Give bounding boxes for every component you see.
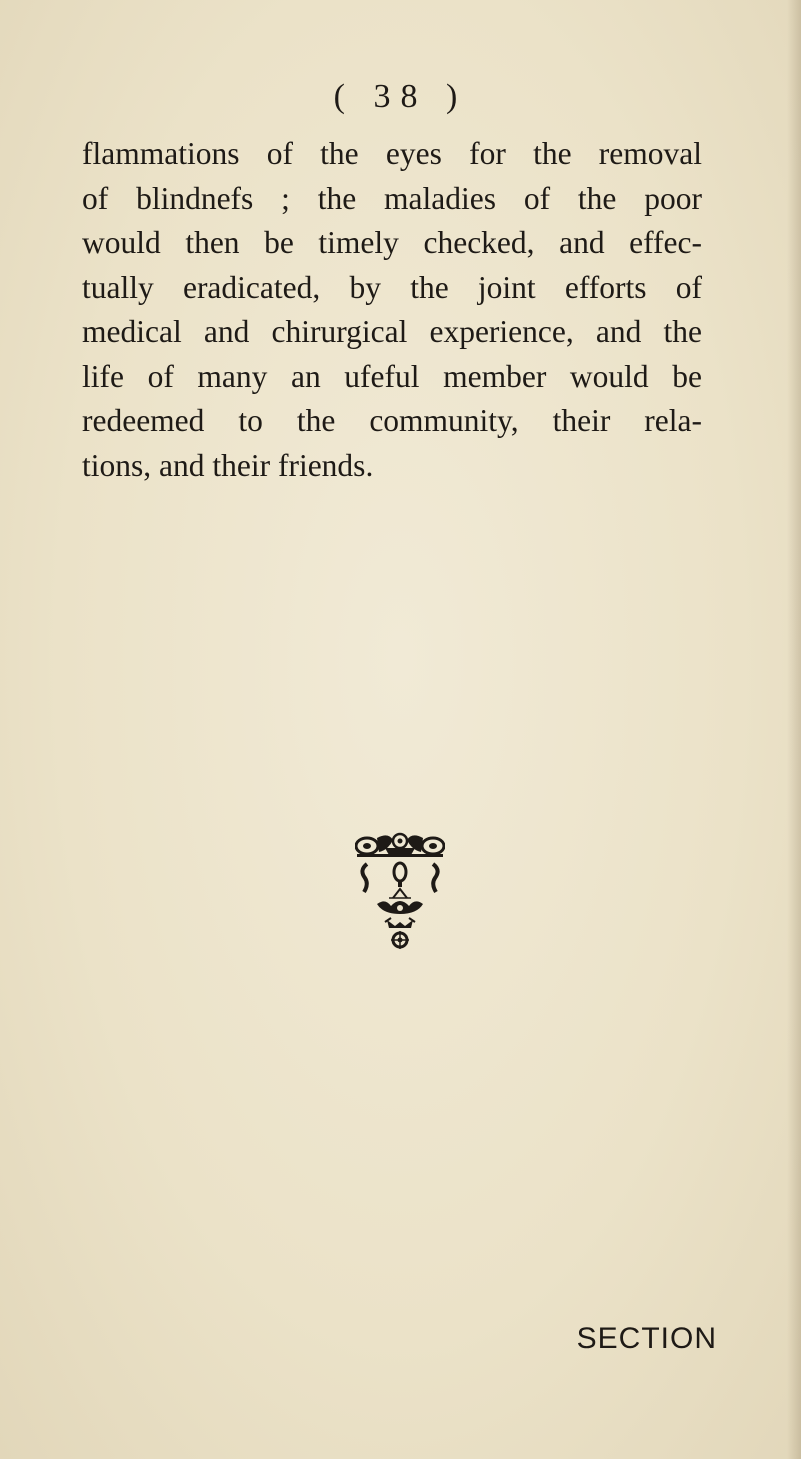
text-line-8: tions, and their friends. [82, 447, 374, 483]
text-line-5: medical and chirurgical experience, and the [82, 314, 702, 349]
body-paragraph [82, 132, 702, 488]
text-line-4: tually eradicated, by the joint efforts of [82, 269, 702, 305]
page-number: ( 38 ) [333, 78, 468, 115]
text-line-1: flammations of the eyes for the removal [82, 136, 702, 171]
text-line-7: redeemed to the community, their rela- [82, 403, 702, 438]
text-line-2: of blindnefs ; the maladies of the poor [82, 180, 702, 216]
text-line-6: life of many an ufeful member would be [82, 358, 702, 394]
printer-ornament-icon [355, 832, 445, 950]
catchword: SECTION [576, 1322, 717, 1355]
text-line-3: would then be timely checked, and effec- [82, 225, 702, 260]
page-edge-shadow [787, 0, 801, 1459]
